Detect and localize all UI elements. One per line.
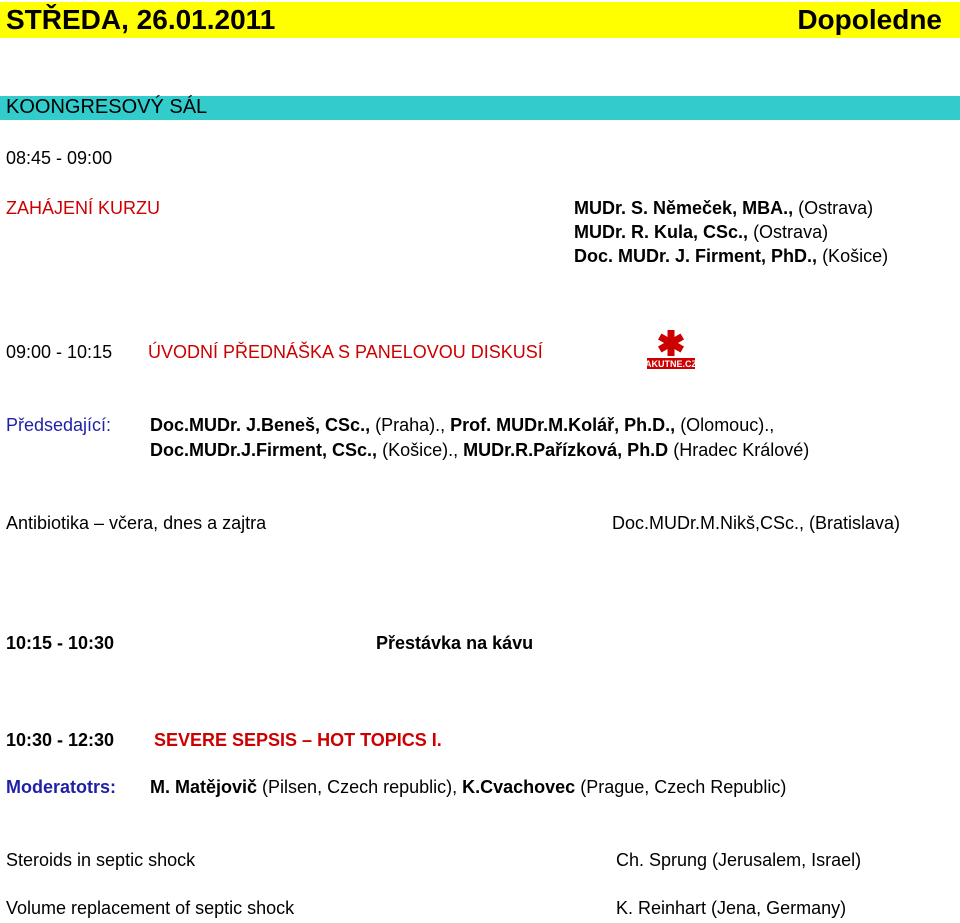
opening-speaker-1: MUDr. S. Němeček, MBA., (Ostrava) bbox=[574, 198, 874, 218]
day-title: STŘEDA, 26.01.2011 bbox=[6, 4, 276, 35]
sepsis-title: SEVERE SEPSIS – HOT TOPICS I. bbox=[154, 730, 442, 750]
sepsis-talk-1-title: Steroids in septic shock bbox=[6, 850, 196, 870]
break-title: Přestávka na kávu bbox=[376, 633, 534, 653]
hall-name: KOONGRESOVÝ SÁL bbox=[6, 96, 208, 118]
moderators-list: M. Matějovič (Pilsen, Czech republic), K.Cvachovec (Prague, Czech Republic) bbox=[150, 777, 787, 797]
lecture-time: 09:00 - 10:15 bbox=[6, 342, 113, 362]
opening-speaker-3: Doc. MUDr. J. Firment, PhD., (Košice) bbox=[574, 246, 889, 266]
sepsis-talk-1-speaker: Ch. Sprung (Jerusalem, Israel) bbox=[616, 850, 862, 870]
sepsis-talk-2-speaker: K. Reinhart (Jena, Germany) bbox=[616, 898, 847, 918]
opening-time: 08:45 - 09:00 bbox=[6, 148, 113, 168]
talk-speaker: Doc.MUDr.M.Nikš,CSc., (Bratislava) bbox=[612, 513, 901, 533]
session-label: Dopoledne bbox=[797, 4, 942, 35]
opening-speaker-2: MUDr. R. Kula, CSc., (Ostrava) bbox=[574, 222, 829, 242]
break-time: 10:15 - 10:30 bbox=[6, 633, 115, 653]
chairs-line-2: Doc.MUDr.J.Firment, CSc., (Košice)., MUDr.R.Pařízková, Ph.D (Hradec Králové) bbox=[150, 440, 810, 460]
talk-title: Antibiotika – včera, dnes a zajtra bbox=[6, 513, 267, 533]
moderators-label: Moderatotrs: bbox=[6, 777, 117, 797]
lecture-title: ÚVODNÍ PŘEDNÁŠKA S PANELOVOU DISKUSÍ bbox=[148, 342, 543, 362]
chairs-line-1: Doc.MUDr. J.Beneš, CSc., (Praha)., Prof. MUDr.M.Kolář, Ph.D., (Olomouc)., bbox=[150, 415, 775, 435]
sepsis-time: 10:30 - 12:30 bbox=[6, 730, 115, 750]
sepsis-talk-2-title: Volume replacement of septic shock bbox=[6, 898, 295, 918]
svg-text:AKUTNE.CZ: AKUTNE.CZ bbox=[645, 359, 697, 369]
akutne-logo-icon bbox=[645, 327, 697, 371]
chairs-label: Předsedající: bbox=[6, 415, 112, 435]
opening-title: ZAHÁJENÍ KURZU bbox=[6, 198, 161, 218]
